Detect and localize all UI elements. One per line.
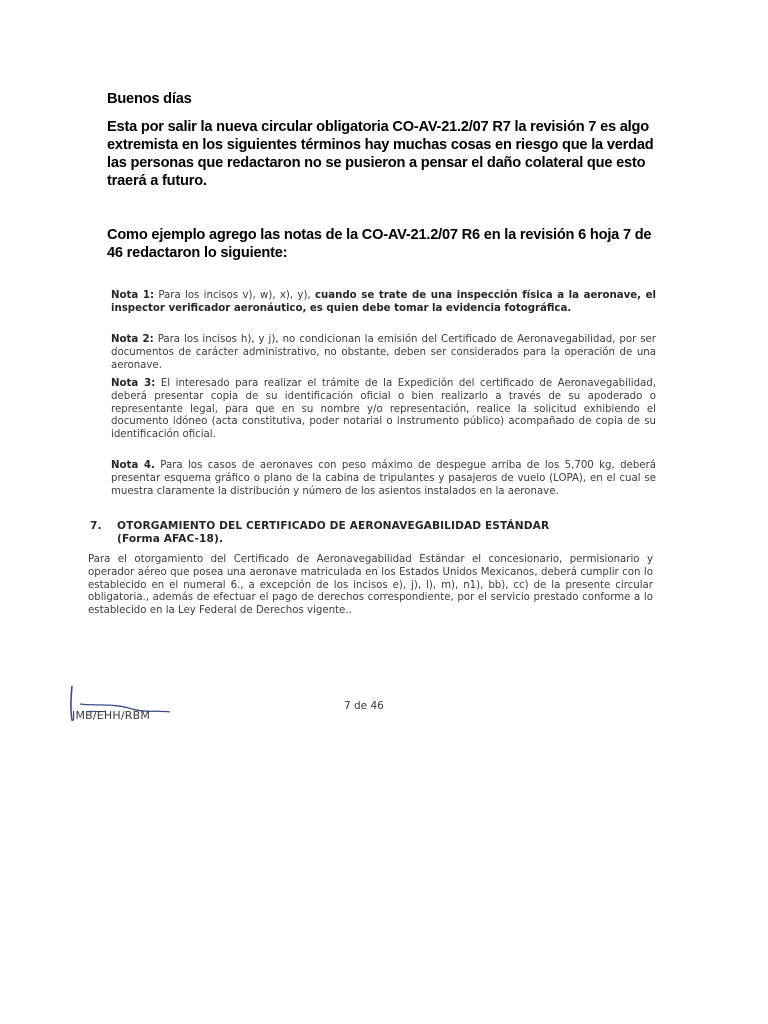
page-number: 7 de 46 [344,700,384,712]
note-4 [111,460,656,498]
note-1 [111,290,656,316]
section-heading [90,520,650,546]
note-2 [111,334,656,372]
section-number: 7. [90,520,102,532]
note-label: Nota 3: [111,378,156,389]
note-label: Nota 4. [111,460,155,471]
greeting: Buenos días [107,91,192,107]
note-text: El interesado para realizar el trámite de la Expedición del certificado de Aeronavegabilidad, deberá presentar copia de su identificación oficial o bien realizarlo a través de su apoderado o representante legal, para que en su nombre y/o representación, realice la solicitud exhibiendo el documento idóneo (acta constitutiva, poder notarial o instrumento público) acompañado de copia de su identificación oficial. [111,378,656,441]
email-paragraph-2: Como ejemplo agrego las notas de la CO-AV-21.2/07 R6 en la revisión 6 hoja 7 de 46 redactaron lo siguiente: [107,227,652,261]
note-bold-text: cuando se trate de una inspección física a la aeronave, el inspector verificador aeronáutico, es quien debe tomar la evidencia fotográfica. [111,290,656,314]
note-3 [111,378,656,442]
section-title: OTORGAMIENTO DEL CERTIFICADO DE AERONAVEGABILIDAD ESTÁNDAR [117,520,550,532]
note-label: Nota 1: [111,290,155,301]
note-text: Para los incisos v), w), x), y), [154,290,315,301]
scanned-document-excerpt [72,282,666,727]
email-body [107,90,667,262]
document-initials: JMB/EHH/RBM [72,709,151,722]
note-label: Nota 2: [111,334,154,345]
note-text: Para los incisos h), y j), no condicionan la emisión del Certificado de Aeronavegabilidad, por ser documentos de carácter administrativo, no obstante, deben ser considerados para la operación de una aeronave. [111,334,656,371]
email-paragraph-1: Esta por salir la nueva circular obligatoria CO-AV-21.2/07 R7 la revisión 7 es algo extremista en los siguientes términos hay muchas cosas en riesgo que la verdad las personas que redactaron no se pusieron a pensar el daño colateral que esto traerá a futuro. [107,119,654,189]
note-text: Para los casos de aeronaves con peso máximo de despegue arriba de los 5,700 kg, deberá presentar esquema gráfico o plano de la cabina de tripulantes y pasajeros de vuelo (LOPA), en el cual se muestra claramente la distribución y número de los asientos instalados en la aeronave. [111,460,657,497]
section-body: Para el otorgamiento del Certificado de Aeronavegabilidad Estándar el concesionario, permisionario y operador aéreo que posea una aeronave matriculada en los Estados Unidos Mexicanos, deberá cumplir con lo establecido en el numeral 6., a excepción de los incisos e), j), l), m), n1), bb), cc) de la presente circular obligatoria., además de efectuar el pago de derechos correspondiente, por el servicio prestado conforme a lo establecido en la Ley Federal de Derechos vigente.. [88,554,653,617]
section-subtitle: (Forma AFAC-18). [117,533,224,545]
